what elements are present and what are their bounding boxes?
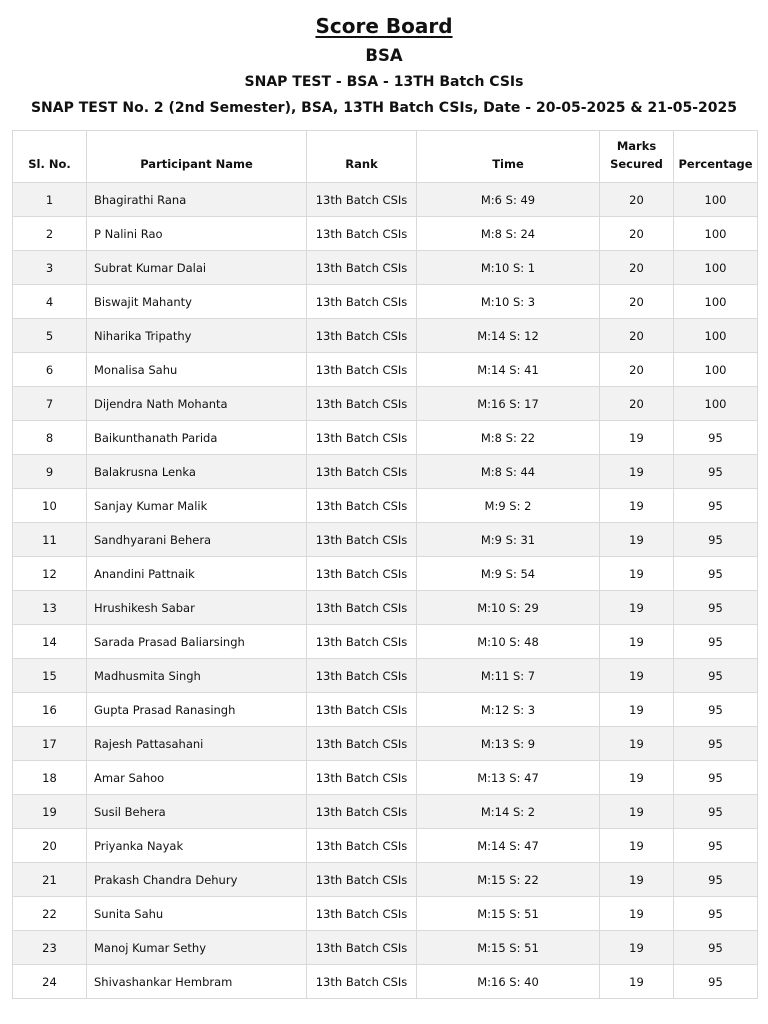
cell-marks-secured: 19 bbox=[600, 965, 674, 999]
cell-rank: 13th Batch CSIs bbox=[307, 557, 417, 591]
cell-rank: 13th Batch CSIs bbox=[307, 931, 417, 965]
cell-participant-name: Sunita Sahu bbox=[87, 897, 307, 931]
table-row bbox=[13, 183, 758, 217]
cell-percentage: 100 bbox=[674, 251, 758, 285]
table-header bbox=[13, 131, 758, 183]
cell-participant-name: Shivashankar Hembram bbox=[87, 965, 307, 999]
test-details: SNAP TEST No. 2 (2nd Semester), BSA, 13TH Batch CSIs, Date - 20-05-2025 & 21-05-2025 bbox=[30, 100, 738, 116]
cell-rank: 13th Batch CSIs bbox=[307, 591, 417, 625]
cell-participant-name: Sanjay Kumar Malik bbox=[87, 489, 307, 523]
cell-participant-name: Manoj Kumar Sethy bbox=[87, 931, 307, 965]
cell-sl-no: 7 bbox=[13, 387, 87, 421]
cell-time: M:8 S: 44 bbox=[417, 455, 600, 489]
cell-time: M:14 S: 41 bbox=[417, 353, 600, 387]
cell-percentage: 95 bbox=[674, 455, 758, 489]
cell-rank: 13th Batch CSIs bbox=[307, 625, 417, 659]
cell-participant-name: Sarada Prasad Baliarsingh bbox=[87, 625, 307, 659]
cell-rank: 13th Batch CSIs bbox=[307, 965, 417, 999]
cell-rank: 13th Batch CSIs bbox=[307, 285, 417, 319]
cell-time: M:10 S: 1 bbox=[417, 251, 600, 285]
table-row bbox=[13, 489, 758, 523]
table-row bbox=[13, 591, 758, 625]
page-title: Score Board bbox=[315, 14, 453, 38]
marks-header-line2: Secured bbox=[610, 157, 663, 171]
cell-time: M:15 S: 22 bbox=[417, 863, 600, 897]
cell-sl-no: 2 bbox=[13, 217, 87, 251]
cell-time: M:9 S: 2 bbox=[417, 489, 600, 523]
cell-rank: 13th Batch CSIs bbox=[307, 659, 417, 693]
cell-marks-secured: 19 bbox=[600, 795, 674, 829]
cell-marks-secured: 20 bbox=[600, 353, 674, 387]
table-row bbox=[13, 251, 758, 285]
cell-percentage: 95 bbox=[674, 523, 758, 557]
cell-percentage: 95 bbox=[674, 897, 758, 931]
cell-rank: 13th Batch CSIs bbox=[307, 727, 417, 761]
cell-time: M:10 S: 48 bbox=[417, 625, 600, 659]
cell-sl-no: 5 bbox=[13, 319, 87, 353]
cell-participant-name: Anandini Pattnaik bbox=[87, 557, 307, 591]
cell-sl-no: 8 bbox=[13, 421, 87, 455]
cell-marks-secured: 19 bbox=[600, 931, 674, 965]
cell-sl-no: 23 bbox=[13, 931, 87, 965]
table-row bbox=[13, 387, 758, 421]
cell-participant-name: P Nalini Rao bbox=[87, 217, 307, 251]
cell-percentage: 100 bbox=[674, 217, 758, 251]
cell-marks-secured: 19 bbox=[600, 761, 674, 795]
cell-participant-name: Balakrusna Lenka bbox=[87, 455, 307, 489]
cell-time: M:10 S: 3 bbox=[417, 285, 600, 319]
table-row bbox=[13, 523, 758, 557]
table-row bbox=[13, 557, 758, 591]
cell-percentage: 95 bbox=[674, 625, 758, 659]
cell-time: M:8 S: 24 bbox=[417, 217, 600, 251]
cell-sl-no: 13 bbox=[13, 591, 87, 625]
cell-marks-secured: 19 bbox=[600, 557, 674, 591]
cell-rank: 13th Batch CSIs bbox=[307, 455, 417, 489]
cell-participant-name: Sandhyarani Behera bbox=[87, 523, 307, 557]
cell-rank: 13th Batch CSIs bbox=[307, 863, 417, 897]
cell-time: M:12 S: 3 bbox=[417, 693, 600, 727]
cell-sl-no: 18 bbox=[13, 761, 87, 795]
cell-rank: 13th Batch CSIs bbox=[307, 217, 417, 251]
cell-sl-no: 12 bbox=[13, 557, 87, 591]
cell-time: M:11 S: 7 bbox=[417, 659, 600, 693]
cell-participant-name: Dijendra Nath Mohanta bbox=[87, 387, 307, 421]
column-header-participant-name: Participant Name bbox=[87, 131, 307, 183]
cell-percentage: 95 bbox=[674, 829, 758, 863]
cell-marks-secured: 20 bbox=[600, 285, 674, 319]
table-row bbox=[13, 931, 758, 965]
cell-percentage: 100 bbox=[674, 353, 758, 387]
cell-participant-name: Subrat Kumar Dalai bbox=[87, 251, 307, 285]
table-row bbox=[13, 727, 758, 761]
cell-percentage: 95 bbox=[674, 693, 758, 727]
column-header-sl-no: Sl. No. bbox=[13, 131, 87, 183]
cell-sl-no: 10 bbox=[13, 489, 87, 523]
table-row bbox=[13, 455, 758, 489]
cell-rank: 13th Batch CSIs bbox=[307, 761, 417, 795]
cell-time: M:16 S: 17 bbox=[417, 387, 600, 421]
score-table bbox=[12, 130, 758, 999]
cell-percentage: 100 bbox=[674, 183, 758, 217]
cell-percentage: 95 bbox=[674, 795, 758, 829]
cell-percentage: 95 bbox=[674, 591, 758, 625]
cell-time: M:9 S: 54 bbox=[417, 557, 600, 591]
cell-marks-secured: 19 bbox=[600, 455, 674, 489]
table-row bbox=[13, 659, 758, 693]
column-header-time: Time bbox=[417, 131, 600, 183]
cell-rank: 13th Batch CSIs bbox=[307, 353, 417, 387]
cell-marks-secured: 19 bbox=[600, 897, 674, 931]
cell-percentage: 95 bbox=[674, 863, 758, 897]
cell-percentage: 95 bbox=[674, 659, 758, 693]
table-row bbox=[13, 965, 758, 999]
cell-percentage: 100 bbox=[674, 285, 758, 319]
column-header-percentage: Percentage bbox=[674, 131, 758, 183]
cell-percentage: 95 bbox=[674, 557, 758, 591]
cell-marks-secured: 19 bbox=[600, 829, 674, 863]
cell-sl-no: 17 bbox=[13, 727, 87, 761]
cell-time: M:15 S: 51 bbox=[417, 897, 600, 931]
cell-marks-secured: 19 bbox=[600, 863, 674, 897]
cell-marks-secured: 20 bbox=[600, 217, 674, 251]
cell-marks-secured: 19 bbox=[600, 421, 674, 455]
table-row bbox=[13, 829, 758, 863]
cell-time: M:8 S: 22 bbox=[417, 421, 600, 455]
table-row bbox=[13, 625, 758, 659]
cell-sl-no: 22 bbox=[13, 897, 87, 931]
cell-percentage: 95 bbox=[674, 761, 758, 795]
cell-participant-name: Rajesh Pattasahani bbox=[87, 727, 307, 761]
cell-rank: 13th Batch CSIs bbox=[307, 251, 417, 285]
cell-sl-no: 20 bbox=[13, 829, 87, 863]
cell-marks-secured: 20 bbox=[600, 387, 674, 421]
table-row bbox=[13, 761, 758, 795]
cell-rank: 13th Batch CSIs bbox=[307, 523, 417, 557]
cell-participant-name: Prakash Chandra Dehury bbox=[87, 863, 307, 897]
table-row bbox=[13, 795, 758, 829]
cell-percentage: 95 bbox=[674, 421, 758, 455]
cell-participant-name: Amar Sahoo bbox=[87, 761, 307, 795]
cell-rank: 13th Batch CSIs bbox=[307, 897, 417, 931]
table-row bbox=[13, 421, 758, 455]
cell-percentage: 95 bbox=[674, 965, 758, 999]
cell-marks-secured: 20 bbox=[600, 183, 674, 217]
cell-rank: 13th Batch CSIs bbox=[307, 421, 417, 455]
column-header-marks-secured bbox=[600, 131, 674, 183]
table-row bbox=[13, 319, 758, 353]
cell-marks-secured: 19 bbox=[600, 489, 674, 523]
table-row bbox=[13, 897, 758, 931]
cell-marks-secured: 19 bbox=[600, 523, 674, 557]
cell-time: M:14 S: 47 bbox=[417, 829, 600, 863]
cell-rank: 13th Batch CSIs bbox=[307, 693, 417, 727]
cell-participant-name: Monalisa Sahu bbox=[87, 353, 307, 387]
cell-sl-no: 21 bbox=[13, 863, 87, 897]
page-subtitle: BSA bbox=[365, 46, 403, 65]
cell-time: M:13 S: 47 bbox=[417, 761, 600, 795]
cell-time: M:15 S: 51 bbox=[417, 931, 600, 965]
cell-sl-no: 1 bbox=[13, 183, 87, 217]
cell-rank: 13th Batch CSIs bbox=[307, 489, 417, 523]
cell-percentage: 95 bbox=[674, 931, 758, 965]
cell-rank: 13th Batch CSIs bbox=[307, 387, 417, 421]
cell-participant-name: Hrushikesh Sabar bbox=[87, 591, 307, 625]
cell-marks-secured: 20 bbox=[600, 251, 674, 285]
cell-percentage: 95 bbox=[674, 727, 758, 761]
cell-sl-no: 15 bbox=[13, 659, 87, 693]
header-row bbox=[13, 131, 758, 183]
cell-sl-no: 4 bbox=[13, 285, 87, 319]
cell-time: M:9 S: 31 bbox=[417, 523, 600, 557]
cell-marks-secured: 19 bbox=[600, 727, 674, 761]
cell-marks-secured: 19 bbox=[600, 591, 674, 625]
table-row bbox=[13, 693, 758, 727]
cell-time: M:16 S: 40 bbox=[417, 965, 600, 999]
cell-rank: 13th Batch CSIs bbox=[307, 795, 417, 829]
cell-sl-no: 24 bbox=[13, 965, 87, 999]
cell-sl-no: 19 bbox=[13, 795, 87, 829]
cell-sl-no: 3 bbox=[13, 251, 87, 285]
cell-sl-no: 9 bbox=[13, 455, 87, 489]
cell-rank: 13th Batch CSIs bbox=[307, 183, 417, 217]
table-row bbox=[13, 353, 758, 387]
table-row bbox=[13, 217, 758, 251]
cell-percentage: 95 bbox=[674, 489, 758, 523]
cell-participant-name: Niharika Tripathy bbox=[87, 319, 307, 353]
cell-time: M:14 S: 12 bbox=[417, 319, 600, 353]
cell-marks-secured: 19 bbox=[600, 625, 674, 659]
column-header-rank: Rank bbox=[307, 131, 417, 183]
cell-marks-secured: 19 bbox=[600, 693, 674, 727]
cell-percentage: 100 bbox=[674, 387, 758, 421]
table-body bbox=[13, 183, 758, 999]
cell-time: M:10 S: 29 bbox=[417, 591, 600, 625]
cell-participant-name: Bhagirathi Rana bbox=[87, 183, 307, 217]
cell-sl-no: 16 bbox=[13, 693, 87, 727]
cell-participant-name: Madhusmita Singh bbox=[87, 659, 307, 693]
cell-participant-name: Baikunthanath Parida bbox=[87, 421, 307, 455]
cell-time: M:14 S: 2 bbox=[417, 795, 600, 829]
cell-sl-no: 11 bbox=[13, 523, 87, 557]
cell-marks-secured: 19 bbox=[600, 659, 674, 693]
cell-rank: 13th Batch CSIs bbox=[307, 829, 417, 863]
cell-participant-name: Biswajit Mahanty bbox=[87, 285, 307, 319]
cell-rank: 13th Batch CSIs bbox=[307, 319, 417, 353]
cell-time: M:6 S: 49 bbox=[417, 183, 600, 217]
cell-marks-secured: 20 bbox=[600, 319, 674, 353]
cell-participant-name: Susil Behera bbox=[87, 795, 307, 829]
table-row bbox=[13, 285, 758, 319]
cell-percentage: 100 bbox=[674, 319, 758, 353]
marks-header-line1: Marks bbox=[616, 139, 657, 153]
cell-sl-no: 14 bbox=[13, 625, 87, 659]
test-heading: SNAP TEST - BSA - 13TH Batch CSIs bbox=[244, 74, 524, 90]
cell-participant-name: Gupta Prasad Ranasingh bbox=[87, 693, 307, 727]
cell-sl-no: 6 bbox=[13, 353, 87, 387]
table-row bbox=[13, 863, 758, 897]
cell-participant-name: Priyanka Nayak bbox=[87, 829, 307, 863]
cell-time: M:13 S: 9 bbox=[417, 727, 600, 761]
